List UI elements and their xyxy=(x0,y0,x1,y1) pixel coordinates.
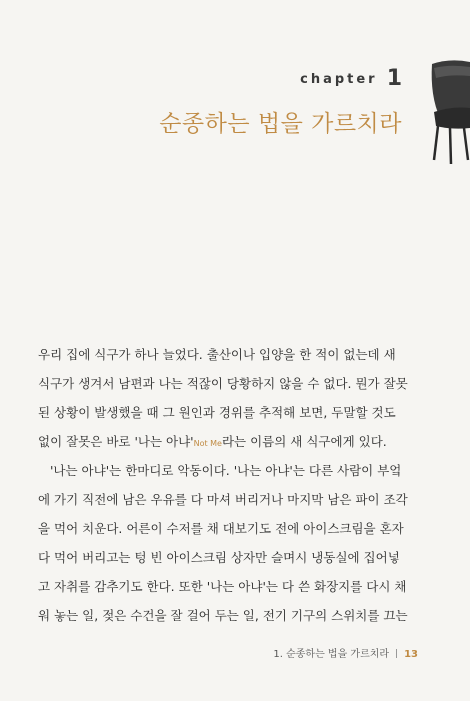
page-number: 13 xyxy=(404,649,418,660)
chapter-title: 순종하는 법을 가르치라 xyxy=(159,111,402,137)
chapter-word: chapter xyxy=(300,72,378,87)
text-line xyxy=(38,427,410,456)
chair-illustration xyxy=(420,56,470,166)
text-segment: 없이 잘못은 바로 '나는 아냐' xyxy=(38,434,194,449)
text-segment: 라는 이름의 새 식구에게 있다. xyxy=(221,434,387,449)
text-line: 우리 집에 식구가 하나 늘었다. 출산이나 입양을 한 적이 없는데 새 xyxy=(38,347,396,362)
running-title: 1. 순종하는 법을 가르치라 xyxy=(273,649,390,660)
not-me-annotation: Not Me xyxy=(193,439,222,448)
chapter-number: 1 xyxy=(386,66,402,91)
text-line: 다 먹어 버리고는 텅 빈 아이스크림 상자만 슬며시 냉동실에 집어넣 xyxy=(38,550,400,565)
text-line: '나는 아냐'는 한마디로 악동이다. '나는 아냐'는 다른 사람이 부엌 xyxy=(50,463,402,478)
footer-divider xyxy=(396,649,397,658)
body-text xyxy=(38,340,410,630)
text-line: 식구가 생겨서 남편과 나는 적잖이 당황하지 않을 수 없다. 뭔가 잘못 xyxy=(38,376,408,391)
text-line: 고 자취를 감추기도 한다. 또한 '나는 아냐'는 다 쓴 화장지를 다시 채 xyxy=(38,579,407,594)
text-line: 에 가기 직전에 남은 우유를 다 마셔 버리거나 마지막 남은 파이 조각 xyxy=(38,492,408,507)
text-line: 워 놓는 일, 젖은 수건을 잘 걸어 두는 일, 전기 기구의 스위치를 끄는 xyxy=(38,608,408,623)
text-line: 을 먹어 치운다. 어른이 수저를 채 대보기도 전에 아이스크림을 혼자 xyxy=(38,521,404,536)
page-footer xyxy=(273,645,418,660)
chapter-label xyxy=(300,66,402,91)
text-line: 된 상황이 발생했을 때 그 원인과 경위를 추적해 보면, 두말할 것도 xyxy=(38,405,396,420)
